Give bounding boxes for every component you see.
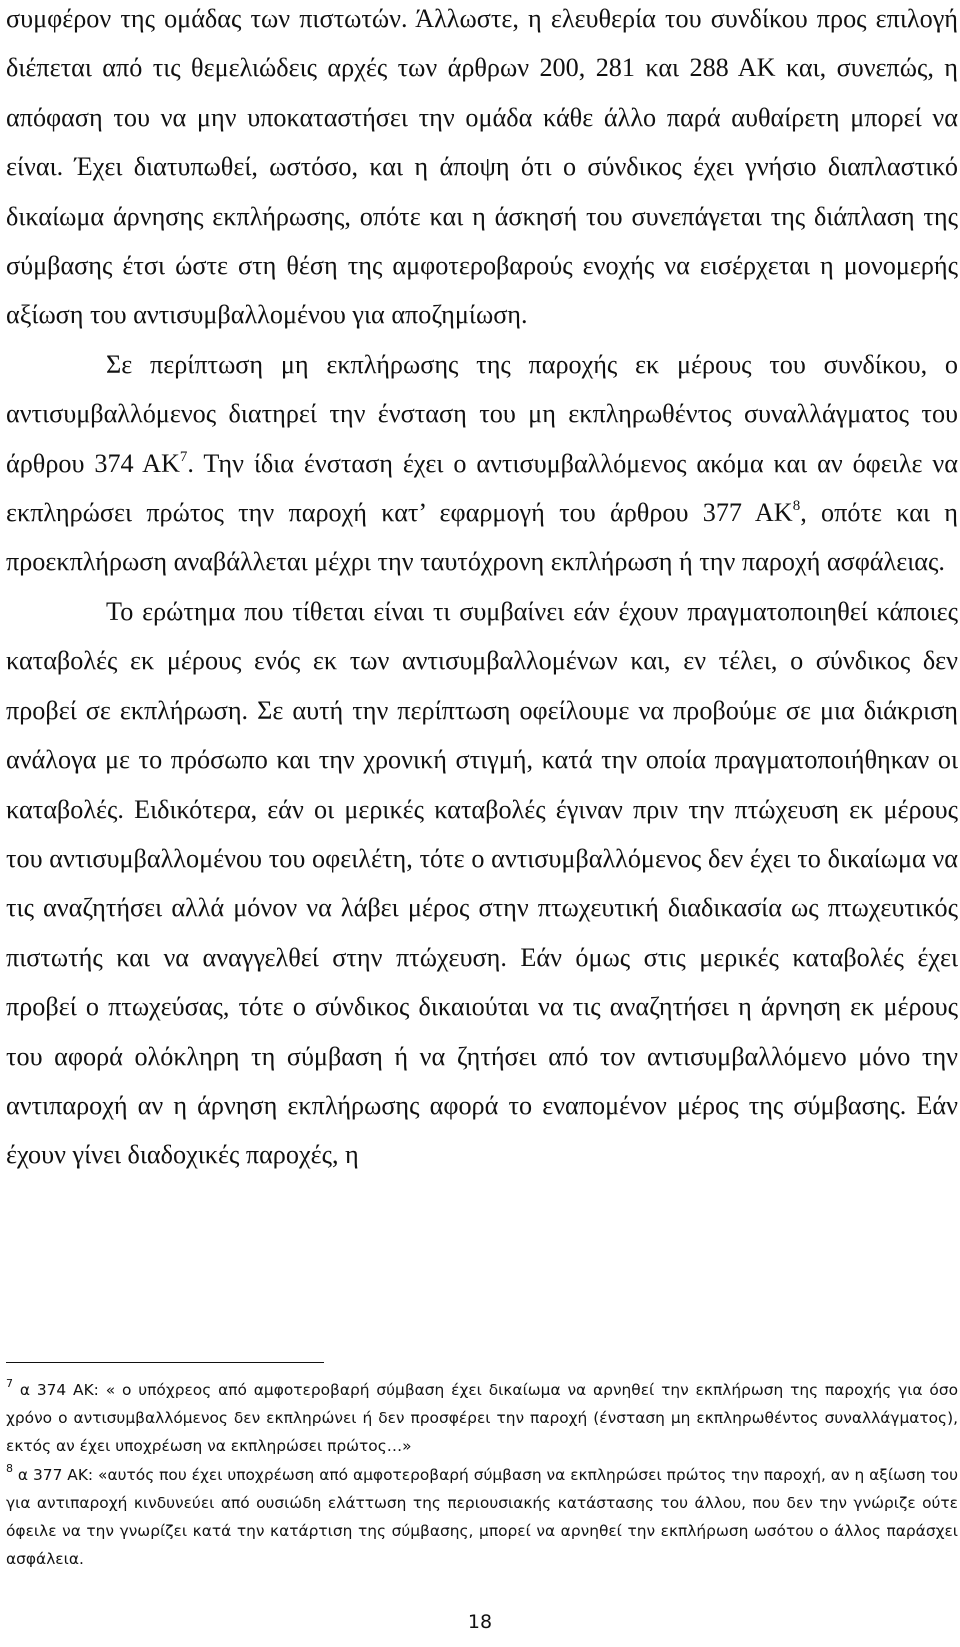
footnotes [6,1376,958,1573]
paragraph [6,587,958,1180]
page-number: 18 [467,1611,493,1633]
footnote-mark: 7 [6,1377,13,1390]
footnote-reference: 8 [792,498,801,515]
footnote-reference: 7 [179,448,188,465]
footnote [6,1461,958,1574]
body-text [6,0,958,1180]
paragraph-text: , οπότε και η προεκπλήρωση αναβάλλεται μέχρι την ταυτόχρονη εκπλήρωση ή την παροχή ασφάλειας. [6,498,958,577]
footnote [6,1376,958,1461]
footnote-text: α 377 ΑΚ: «αυτός που έχει υποχρέωση από αμφοτεροβαρή σύμβαση να εκπληρώσει πρώτος την παροχή, αν η αξίωση του για αντιπαροχή κινδυνεύει από ουσιώδη ελάττωση της περιουσιακής κατάστασης του άλλου, που δεν την γνώριζε ούτε όφειλε να την γνωρίζει κατά την κατάρτιση της σύμβασης, μπορεί να αρνηθεί την εκπλήρωση ωσότου ο άλλος παράσχει ασφάλεια. [6,1465,958,1569]
paragraph-text: Το ερώτημα που τίθεται είναι τι συμβαίνει εάν έχουν πραγματοποιηθεί κάποιες καταβολές εκ μέρους ενός εκ των αντισυμβαλλομένων και, εν τέλει, ο σύνδικος δεν προβεί σε εκπλήρωση. Σε αυτή την περίπτωση οφείλουμε να προβούμε σε μια διάκριση ανάλογα με το πρόσωπο και την χρονική στιγμή, κατά την οποία πραγματοποιήθηκαν οι καταβολές. Ειδικότερα, εάν οι μερικές καταβολές έγιναν πριν την πτώχευση εκ μέρους του αντισυμβαλλομένου του οφειλέτη, τότε ο αντισυμβαλλόμενος δεν έχει το δικαίωμα να τις αναζητήσει αλλά μόνον να λάβει μέρος στην πτωχευτική διαδικασία ως πτωχευτικός πιστωτής και να αναγγελθεί στην πτώχευση. Εάν όμως στις μερικές καταβολές έχει προβεί ο πτωχεύσας, τότε ο σύνδικος δικαιούται να τις αναζητήσει η άρνηση εκ μέρους του αφορά ολόκληρη τη σύμβαση ή να ζητήσει από τον αντισυμβαλλόμενο μόνο την αντιπαροχή αν η άρνηση εκπλήρωσης αφορά το εναπομένον μέρος της σύμβασης. Εάν έχουν γίνει διαδοχικές παροχές, η [6,596,958,1170]
paragraph [6,0,958,340]
footnote-separator [6,1362,324,1363]
footnote-text: α 374 ΑΚ: « ο υπόχρεος από αμφοτεροβαρή σύμβαση έχει δικαίωμα να αρνηθεί την εκπλήρωση της παροχής για όσο χρόνο ο αντισυμβαλλόμενος δεν εκπληρώνει ή δεν προσφέρει την παροχή (ένσταση μη εκπληρωθέντος συναλλάγματος), εκτός αν έχει υποχρέωση να εκπληρώσει πρώτος…» [6,1381,958,1456]
paragraph-text: Σε περίπτωση μη εκπλήρωσης της παροχής εκ μέρους του συνδίκου, ο αντισυμβαλλόμενος διατηρεί την ένσταση του μη εκπληρωθέντος συναλλάγματος του άρθρου 374 ΑΚ [6,349,958,478]
paragraph [6,340,958,587]
paragraph-text: . Την ίδια ένσταση έχει ο αντισυμβαλλόμενος ακόμα και αν όφειλε να εκπληρώσει πρώτος την παροχή κατ’ εφαρμογή του άρθρου 377 ΑΚ [6,448,958,528]
footnote-mark: 8 [6,1461,13,1475]
paragraph-text: συμφέρον της ομάδας των πιστωτών. Άλλωστε, η ελευθερία του συνδίκου προς επιλογή διέπεται από τις θεμελιώδεις αρχές των άρθρων 200, 281 και 288 ΑΚ και, συνεπώς, η απόφαση του να μην υποκαταστήσει την ομάδα κάθε άλλο παρά αυθαίρετη μπορεί να είναι. Έχει διατυπωθεί, ωστόσο, και η άποψη ότι ο σύνδικος έχει γνήσιο διαπλαστικό δικαίωμα άρνησης εκπλήρωσης, οπότε και η άσκησή του συνεπάγεται της διάπλαση της σύμβασης έτσι ώστε στη θέση της αμφοτεροβαρούς ενοχής να εισέρχεται η μονομερής αξίωση του αντισυμβαλλομένου για αποζημίωση. [6,4,958,330]
